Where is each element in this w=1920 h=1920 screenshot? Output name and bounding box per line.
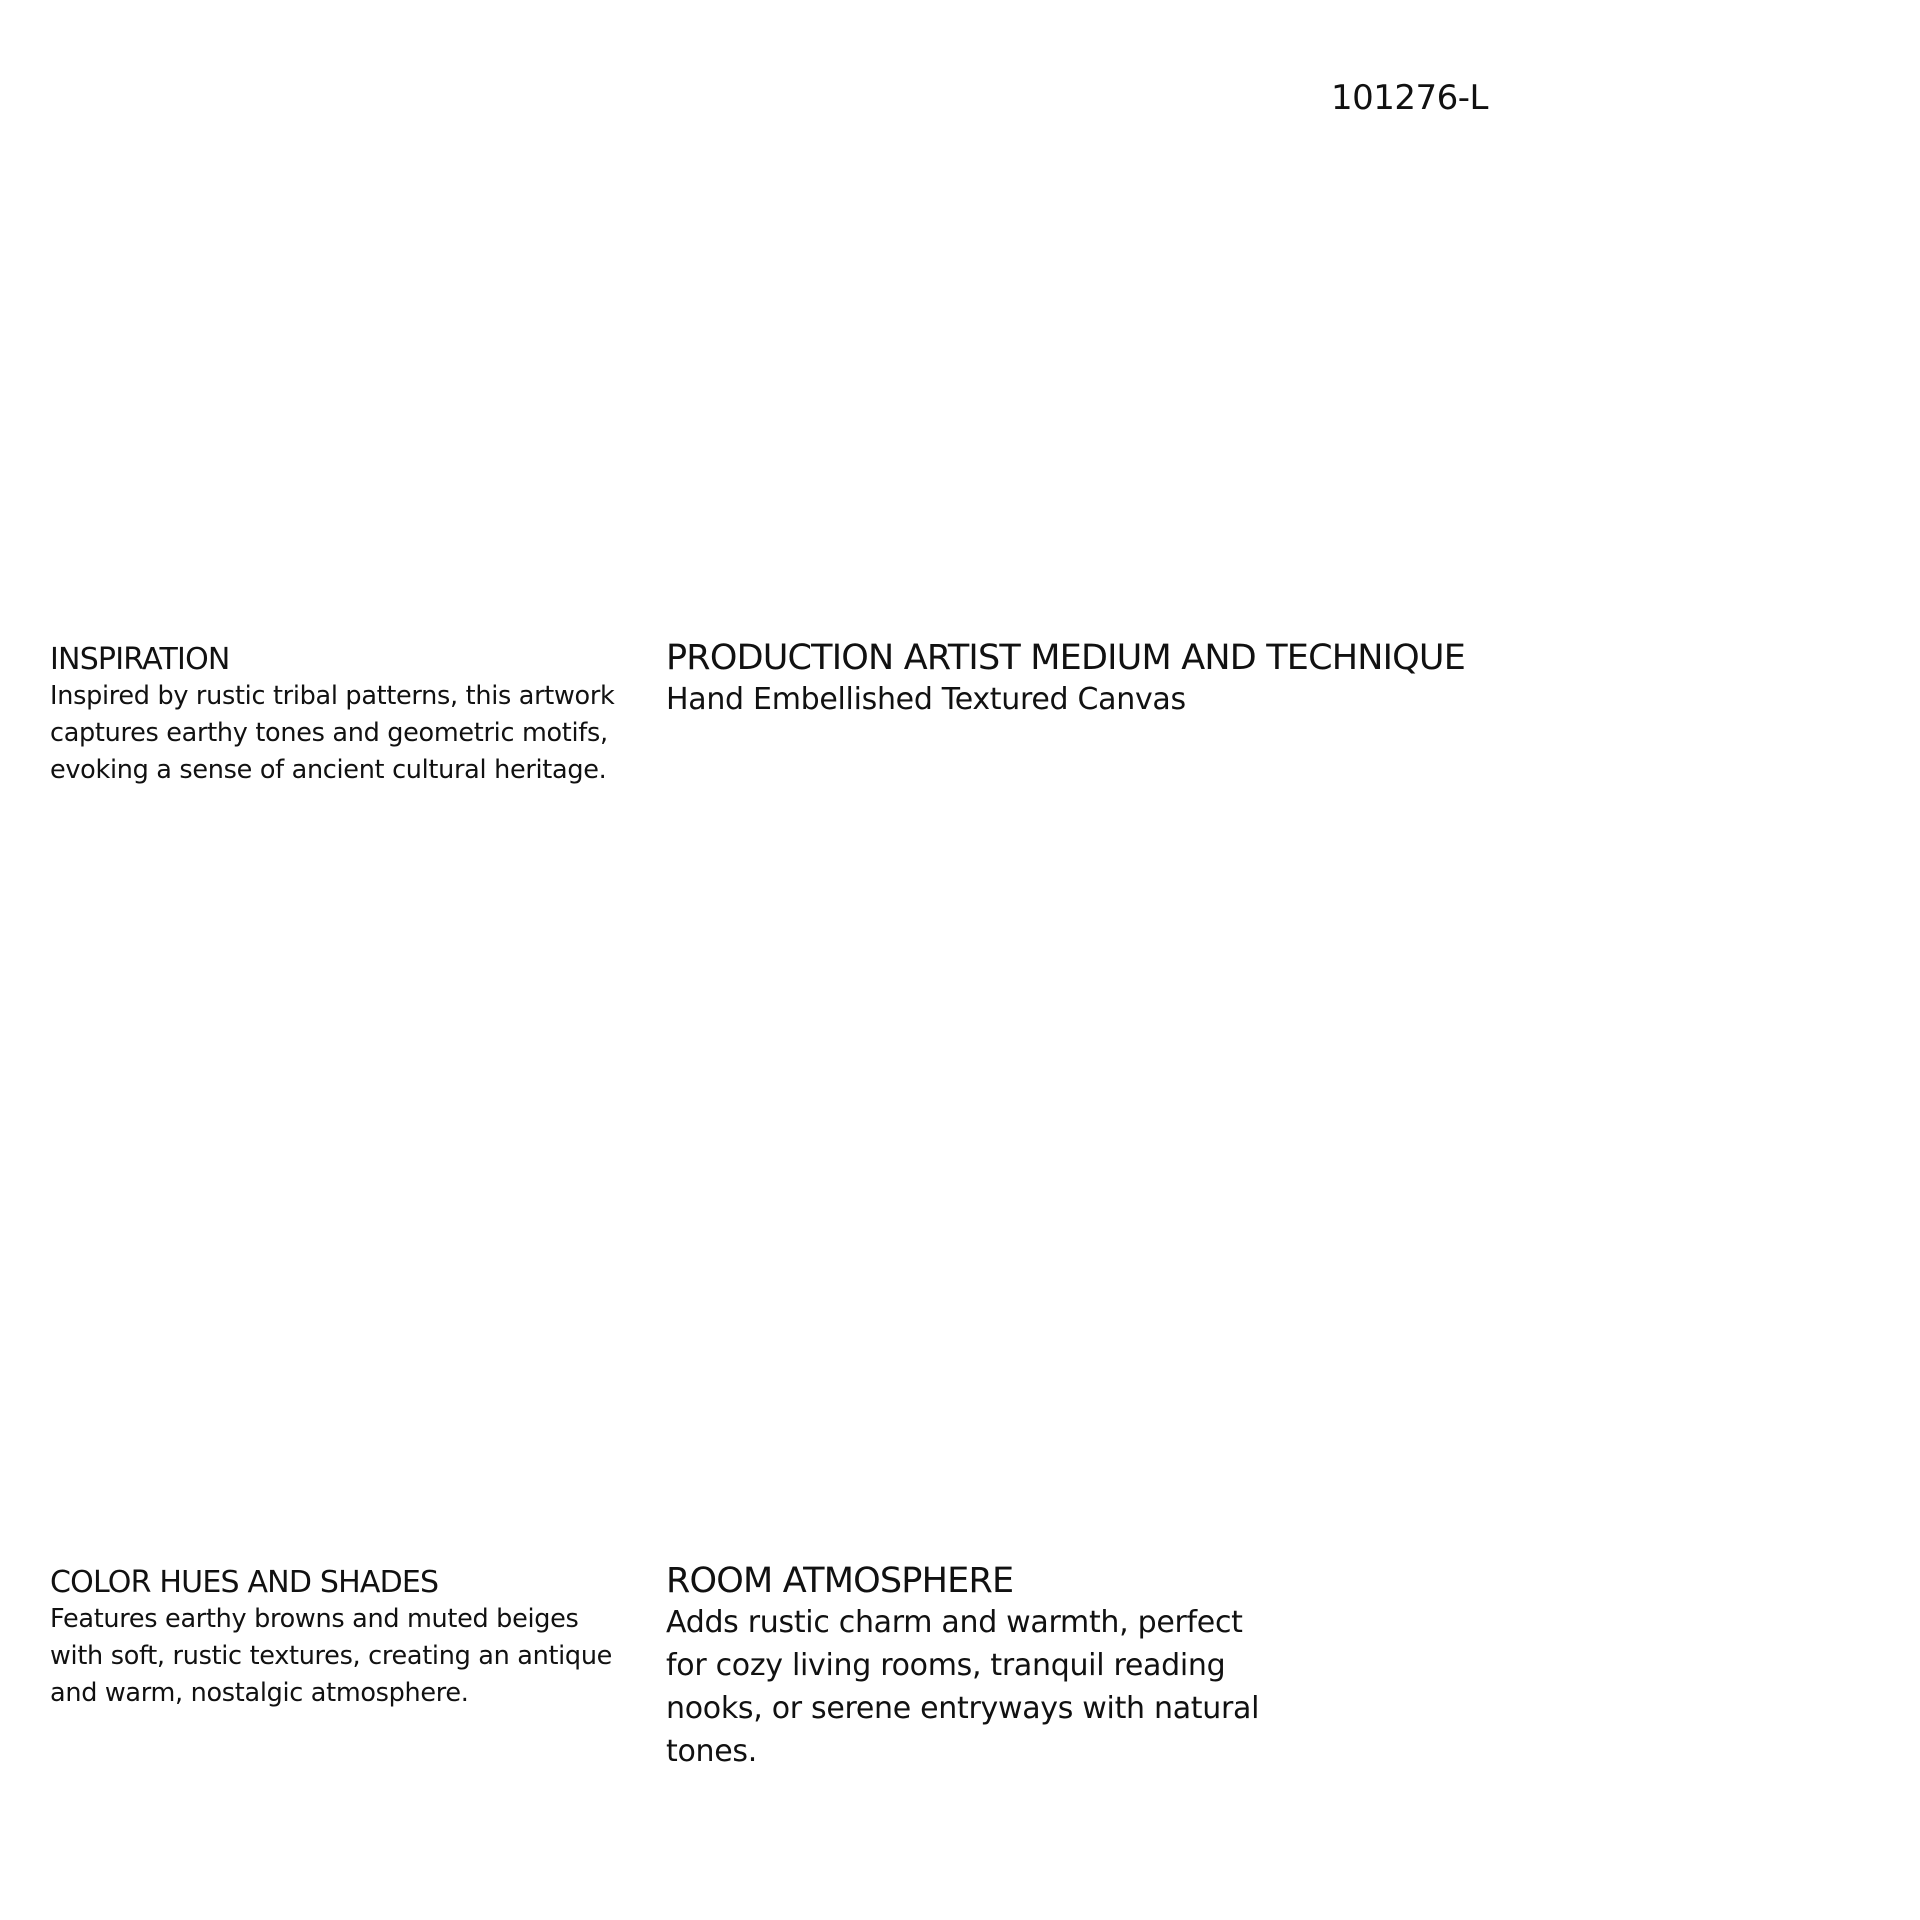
room-atmosphere-heading: ROOM ATMOSPHERE [666, 1561, 1014, 1601]
color-hues-section [50, 1565, 630, 1712]
room-atmosphere-section [666, 1561, 1266, 1773]
inspiration-section [50, 642, 630, 789]
color-hues-text: Features earthy browns and muted beiges with soft, rustic textures, creating an antique and warm, nostalgic atmosphere. [50, 1604, 613, 1708]
color-hues-heading: COLOR HUES AND SHADES [50, 1565, 439, 1600]
product-code: 101276-L [1331, 78, 1489, 118]
inspiration-text: Inspired by rustic tribal patterns, this artwork captures earthy tones and geometric motifs, evoking a sense of ancient cultural heritage. [50, 681, 615, 785]
medium-technique-text: Hand Embellished Textured Canvas [666, 682, 1186, 717]
medium-technique-section [666, 638, 1566, 721]
inspiration-heading: INSPIRATION [50, 642, 230, 677]
room-atmosphere-text: Adds rustic charm and warmth, perfect for cozy living rooms, tranquil reading nooks, or serene entryways with natural tones. [666, 1605, 1260, 1769]
medium-technique-heading: PRODUCTION ARTIST MEDIUM AND TECHNIQUE [666, 638, 1466, 678]
